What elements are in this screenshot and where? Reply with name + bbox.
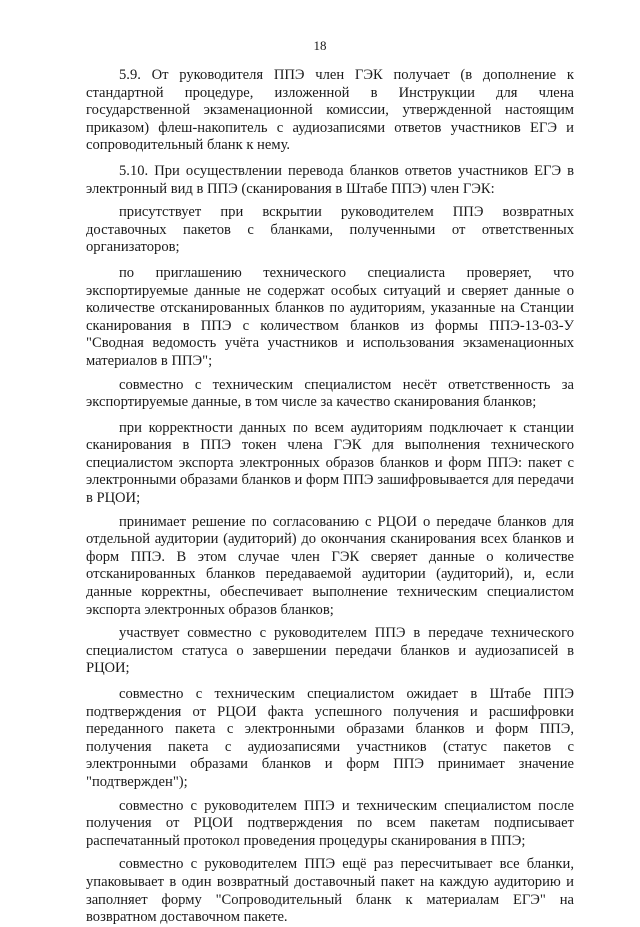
list-item-await-confirmation: совместно с техническим специалистом ожидает в Штабе ППЭ подтверждения от РЦОИ факта успешного получения и расшифровки переданного пакета с электронными образами бланков и форм ППЭ, получения пакета с аудиозаписями участников (статус пакетов с электронными образами бланков и форм ППЭ принимает значение "подтвержден"); bbox=[86, 686, 574, 790]
list-item-pack-forms: совместно с руководителем ППЭ ещё раз пересчитывает все бланки, упаковывает в один возвратный доставочный пакет на каждую аудиторию и заполняет форму "Сопроводительный бланк к материалам ЕГЭ" на возвратном доставочном пакете. bbox=[86, 856, 574, 926]
list-item-token-export: при корректности данных по всем аудиториям подключает к станции сканирования в ППЭ токен члена ГЭК для выполнения технического специалистом экспорта электронных образов бланков и форм ППЭ: пакет с электронными образами бланков и форм ППЭ зашифровывается для передачи в РЦОИ; bbox=[86, 419, 574, 507]
paragraph-5-10: 5.10. При осуществлении перевода бланков ответов участников ЕГЭ в электронный вид в ППЭ (сканирования в Штабе ППЭ) член ГЭК: bbox=[86, 162, 574, 197]
list-item-partial-transfer: принимает решение по согласованию с РЦОИ о передаче бланков для отдельной аудитории (аудиторий) до окончания сканирования всех бланков и форм ППЭ. В этом случае член ГЭК сверяет данные о количестве отсканированных бланков передаваемой аудитории (аудиторий), и, если данные корректны, обеспечивает выполнение техническим специалистом экспорта электронных образов бланков; bbox=[86, 513, 574, 618]
document-body bbox=[86, 67, 574, 927]
list-item-status-transfer: участвует совместно с руководителем ППЭ в передаче технического специалистом статуса о завершении передачи бланков и аудиозаписей в РЦОИ; bbox=[86, 625, 574, 677]
page-number: 18 bbox=[313, 38, 327, 53]
list-item-verify-export: по приглашению технического специалиста проверяет, что экспортируемые данные не содержат особых ситуаций и сверяет данные о количестве отсканированных бланков по аудиториям, указанные на Станции сканирования в ППЭ с количеством бланков из формы ППЭ-13-03-У "Сводная ведомость учёта участников и использования экзаменационных материалов в ППЭ"; bbox=[86, 264, 574, 369]
list-item-responsibility: совместно с техническим специалистом несёт ответственность за экспортируемые данные, в том числе за качество сканирования бланков; bbox=[86, 376, 574, 411]
list-item-sign-protocol: совместно с руководителем ППЭ и техническим специалистом после получения от РЦОИ подтверждения по всем пакетам подписывает распечатанный протокол проведения процедуры сканирования в ППЭ; bbox=[86, 797, 574, 849]
list-item-opening-packets: присутствует при вскрытии руководителем ППЭ возвратных доставочных пакетов с бланками, полученными от ответственных организаторов; bbox=[86, 204, 574, 256]
paragraph-5-9: 5.9. От руководителя ППЭ член ГЭК получает (в дополнение к стандартной процедуре, изложенной в Инструкции для члена государственной экзаменационной комиссии, утвержденной настоящим приказом) флеш-накопитель с аудиозаписями ответов участников ЕГЭ и сопроводительный бланк к нему. bbox=[86, 67, 574, 154]
